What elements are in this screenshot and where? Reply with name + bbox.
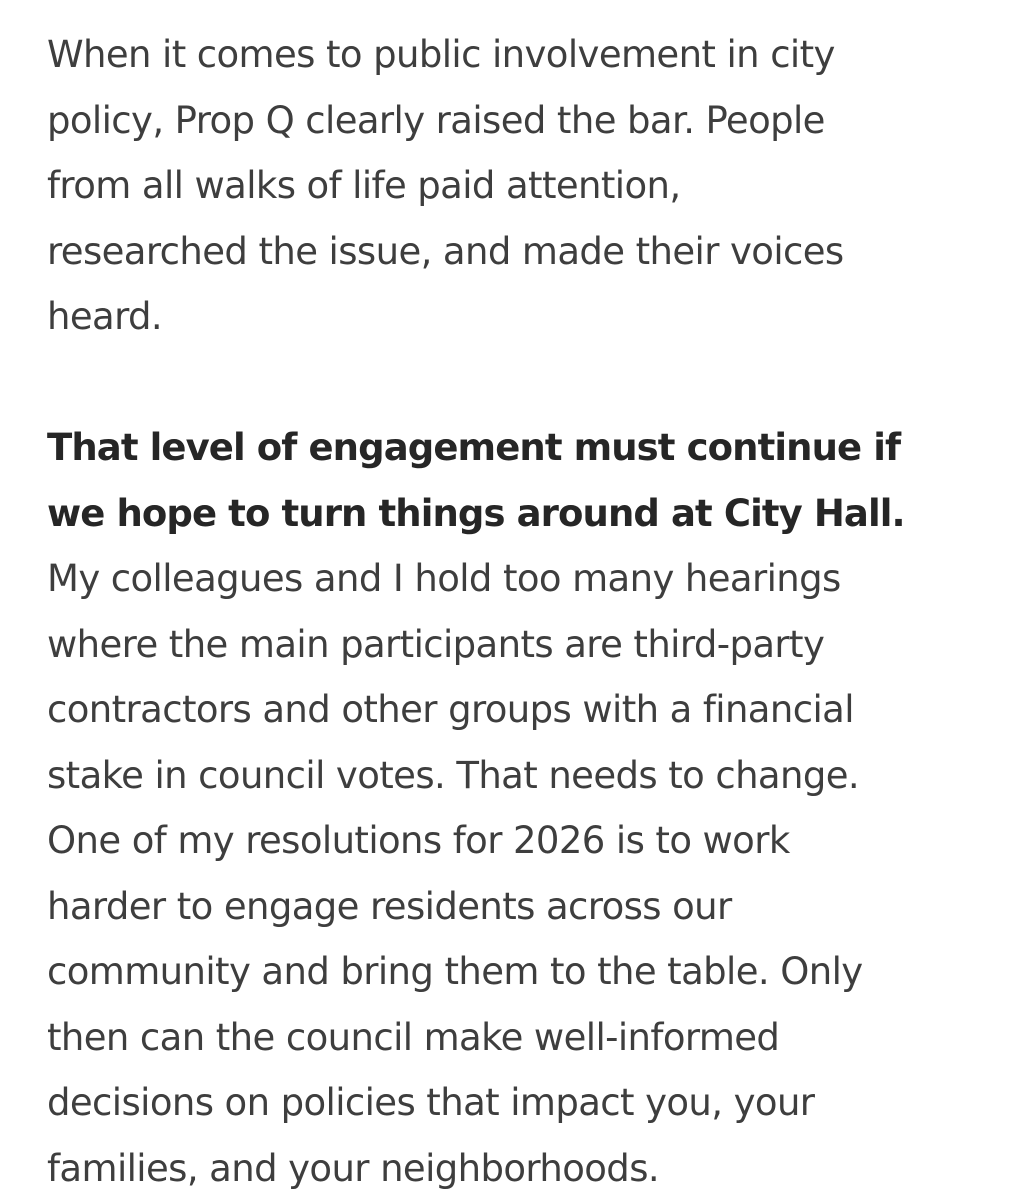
paragraph-2-line: harder to engage residents across our <box>47 874 1007 940</box>
paragraph-1-line: from all walks of life paid attention, <box>47 153 1007 219</box>
paragraph-2-line: community and bring them to the table. Only <box>47 939 1007 1005</box>
paragraph-2-line: contractors and other groups with a financial <box>47 677 1007 743</box>
paragraph-2-line: One of my resolutions for 2026 is to work <box>47 808 1007 874</box>
paragraph-1-line: When it comes to public involvement in city <box>47 22 1007 88</box>
paragraph-2-bold-line: we hope to turn things around at City Hall. <box>47 481 1007 547</box>
paragraph-2-line: decisions on policies that impact you, your <box>47 1070 1007 1136</box>
paragraph-2-line: stake in council votes. That needs to change. <box>47 743 1007 809</box>
paragraph-2-line: My colleagues and I hold too many hearings <box>47 546 1007 612</box>
paragraph-1-line: heard. <box>47 284 1007 350</box>
paragraph-1-line: policy, Prop Q clearly raised the bar. People <box>47 88 1007 154</box>
article-body <box>47 22 1007 1201</box>
paragraph-2-line: families, and your neighborhoods. <box>47 1136 1007 1201</box>
paragraph-2-bold-line: That level of engagement must continue if <box>47 415 1007 481</box>
paragraph-1-line: researched the issue, and made their voices <box>47 219 1007 285</box>
paragraph-2-line: where the main participants are third-party <box>47 612 1007 678</box>
paragraph-spacer <box>47 350 1007 416</box>
paragraph-2 <box>47 415 1007 1201</box>
paragraph-2-line: then can the council make well-informed <box>47 1005 1007 1071</box>
paragraph-1 <box>47 22 1007 350</box>
